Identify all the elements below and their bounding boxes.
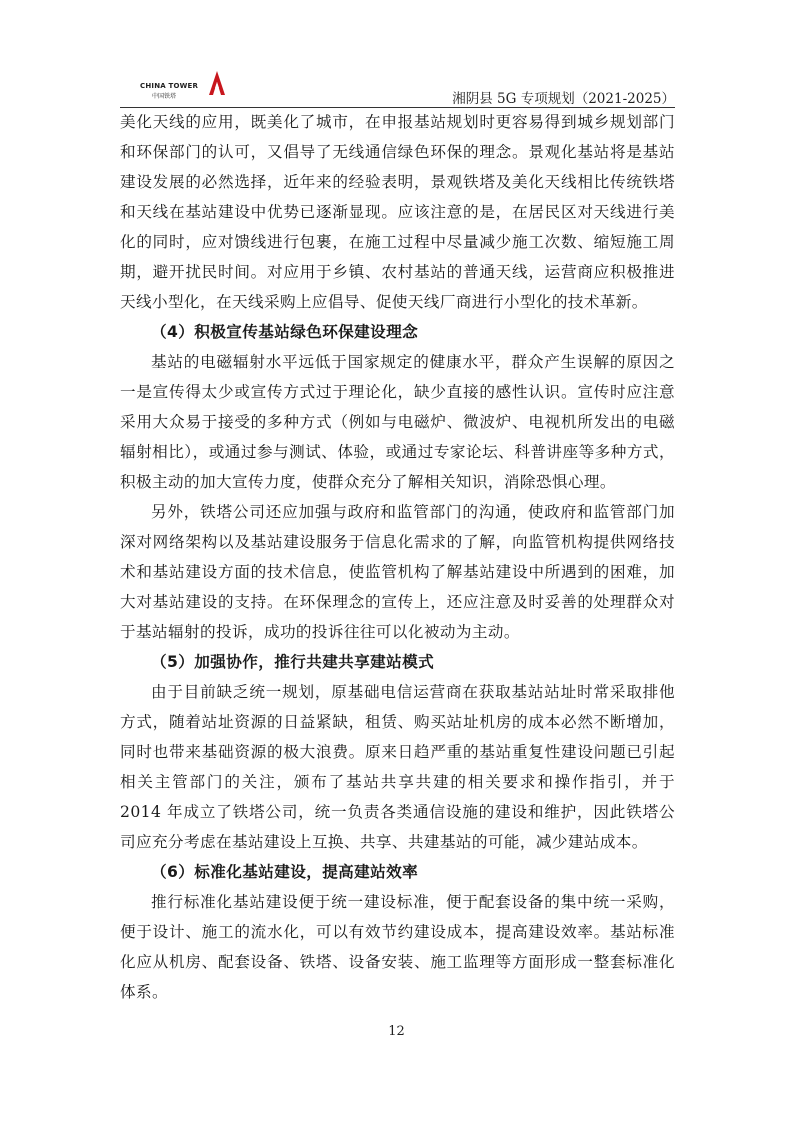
tower-logo-icon [208, 70, 226, 96]
paragraph-4: 由于目前缺乏统一规划，原基础电信运营商在获取基站站址时常采取排他方式，随着站址资源的日益紧缺，租赁、购买站址机房的成本必然不断增加，同时也带来基础资源的极大浪费。原来日趋严重的基站重复性建设问题已引起相关主管部门的关注，颁布了基站共享共建的相关要求和操作指引，并于 2014 年成立了铁塔公司，统一负责各类通信设施的建设和维护，因此铁塔公司应充分考虑在基站建设上互换、共享、共建基站的可能，减少建站成本。 [120, 683, 675, 851]
paragraph-1: 美化天线的应用，既美化了城市，在申报基站规划时更容易得到城乡规划部门和环保部门的认可，又倡导了无线通信绿色环保的理念。景观化基站将是基站建设发展的必然选择，近年来的经验表明，景观铁塔及美化天线相比传统铁塔和天线在基站建设中优势已逐渐显现。应该注意的是，在居民区对天线进行美化的同时，应对馈线进行包裹，在施工过程中尽量减少施工次数、缩短施工周期，避开扰民时间。对应用于乡镇、农村基站的普通天线，运营商应积极推进天线小型化，在天线采购上应倡导、促使天线厂商进行小型化的技术革新。 [120, 113, 675, 311]
page-body [120, 107, 675, 1007]
paragraph-3: 另外，铁塔公司还应加强与政府和监管部门的沟通，使政府和监管部门加深对网络架构以及基站建设服务于信息化需求的了解，向监管机构提供网络技术和基站建设方面的技术信息，使监管机构了解基站建设中所遇到的困难，加大对基站建设的支持。在环保理念的宣传上，还应注意及时妥善的处理群众对于基站辐射的投诉，成功的投诉往往可以化被动为主动。 [120, 503, 675, 641]
china-tower-logo [140, 68, 230, 102]
logo-text: CHINA TOWER [140, 82, 199, 90]
section-heading-5: （5）加强协作，推行共建共享建站模式 [151, 653, 435, 671]
document-title: 湘阴县 5G 专项规划（2021-2025） [452, 91, 675, 107]
logo-subtext: 中国铁塔 [152, 93, 177, 100]
page-header [120, 60, 675, 110]
paragraph-2: 基站的电磁辐射水平远低于国家规定的健康水平，群众产生误解的原因之一是宣传得太少或宣传方式过于理论化，缺少直接的感性认识。宣传时应注意采用大众易于接受的多种方式（例如与电磁炉、微波炉、电视机所发出的电磁辐射相比），或通过参与测试、体验，或通过专家论坛、科普讲座等多种方式，积极主动的加大宣传力度，使群众充分了解相关知识，消除恐惧心理。 [120, 353, 675, 491]
page-number: 12 [388, 1024, 405, 1039]
paragraph-5: 推行标准化基站建设便于统一建设标准，便于配套设备的集中统一采购，便于设计、施工的流水化，可以有效节约建设成本，提高建设效率。基站标准化应从机房、配套设备、铁塔、设备安装、施工监理等方面形成一整套标准化体系。 [120, 893, 675, 1001]
section-heading-4: （4）积极宣传基站绿色环保建设理念 [151, 323, 419, 341]
section-heading-6: （6）标准化基站建设，提高建站效率 [151, 863, 419, 881]
